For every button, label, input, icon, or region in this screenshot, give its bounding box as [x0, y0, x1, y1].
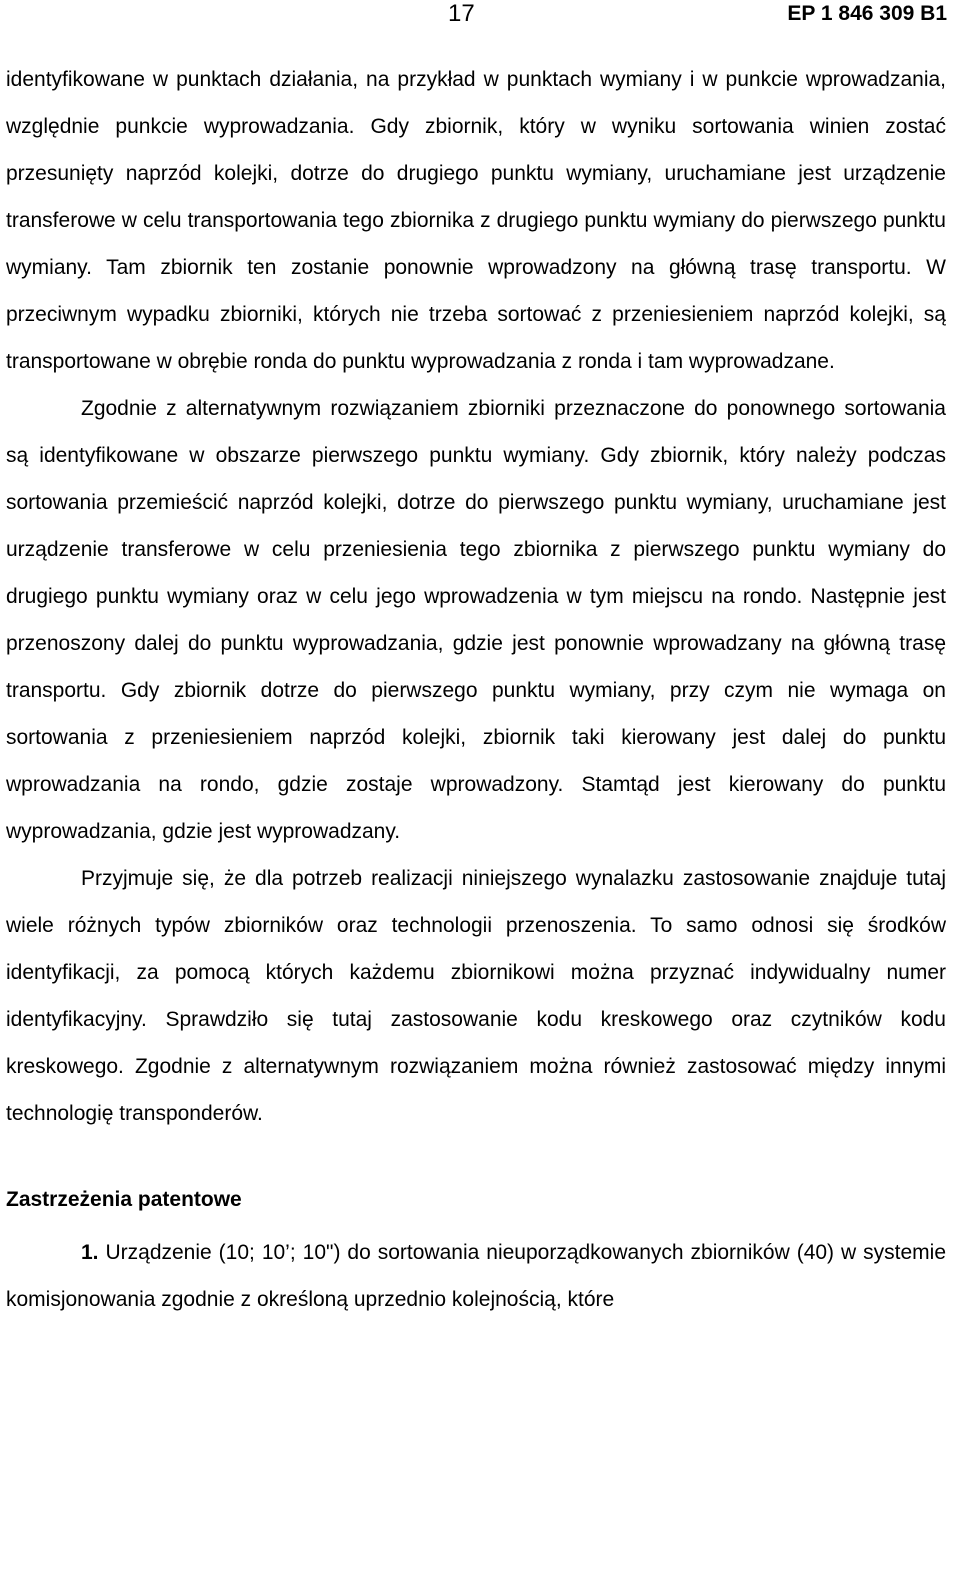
claim-number: 1. [81, 1241, 99, 1264]
claim-text: Urządzenie (10; 10’; 10") do sortowania nieuporządkowanych zbiorników (40) w systemie komisjonowania zgodnie z określoną uprzednio kolejnością, które [6, 1241, 946, 1311]
document-id: EP 1 846 309 B1 [787, 2, 947, 25]
page-number: 17 [448, 0, 475, 27]
claim-1 [6, 1229, 946, 1323]
section-heading: Zastrzeżenia patentowe [6, 1188, 242, 1211]
paragraph-continued: identyfikowane w punktach działania, na przykład w punktach wymiany i w punkcie wprowadzania, względnie punkcie wyprowadzania. Gdy zbiornik, który w wyniku sortowania winien zostać przesunięty naprzód kolejki, dotrze do drugiego punktu wymiany, uruchamiane jest urządzenie transferowe w celu transportowania tego zbiornika z drugiego punktu wymiany do pierwszego punktu wymiany. Tam zbiornik ten zostanie ponownie wprowadzony na główną trasę transportu. W przeciwnym wypadku zbiorniki, których nie trzeba sortować z przeniesieniem naprzód kolejki, są transportowane w obrębie ronda do punktu wyprowadzania z ronda i tam wyprowadzane. [6, 68, 946, 373]
paragraph-alternative-solution: Zgodnie z alternatywnym rozwiązaniem zbiorniki przeznaczone do ponownego sortowania są identyfikowane w obszarze pierwszego punktu wymiany. Gdy zbiornik, który należy podczas sortowania przemieścić naprzód kolejki, dotrze do pierwszego punktu wymiany, uruchamiane jest urządzenie transferowe w celu przeniesienia tego zbiornika z pierwszego punktu wymiany do drugiego punktu wymiany oraz w celu jego wprowadzenia w tym miejscu na rondo. Następnie jest przenoszony dalej do punktu wyprowadzania, gdzie jest ponownie wprowadzany na główną trasę transportu. Gdy zbiornik dotrze do pierwszego punktu wymiany, przy czym nie wymaga on sortowania z przeniesieniem naprzód kolejki, zbiornik taki kierowany jest dalej do punktu wprowadzania na rondo, gdzie zostaje wprowadzony. Stamtąd jest kierowany do punktu wyprowadzania, gdzie jest wyprowadzany. [6, 397, 946, 843]
paragraph-identification: Przyjmuje się, że dla potrzeb realizacji niniejszego wynalazku zastosowanie znajduje tutaj wiele różnych typów zbiorników oraz technologii przenoszenia. To samo odnosi się środków identyfikacji, za pomocą których każdemu zbiornikowi można przyznać indywidualny numer identyfikacyjny. Sprawdziło się tutaj zastosowanie kodu kreskowego oraz czytników kodu kreskowego. Zgodnie z alternatywnym rozwiązaniem można również zastosować między innymi technologię transponderów. [6, 867, 946, 1125]
document-body [6, 56, 946, 1323]
